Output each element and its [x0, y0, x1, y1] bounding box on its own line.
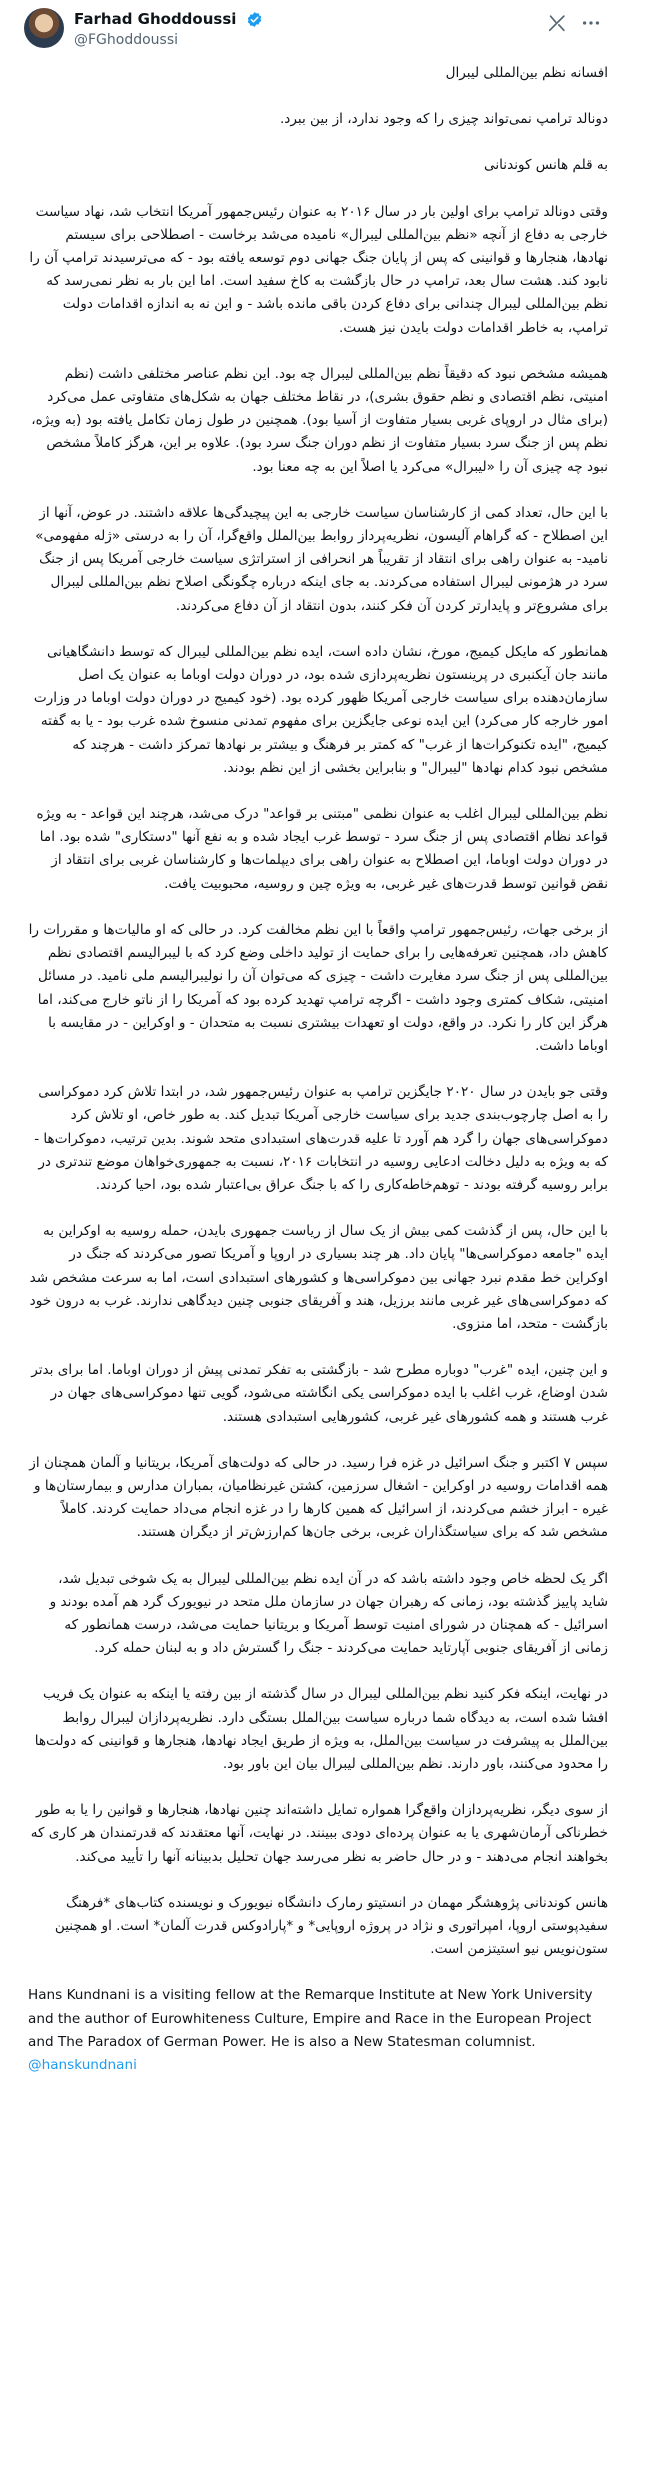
grok-icon[interactable]	[546, 12, 568, 34]
paragraph: از سوی دیگر، نظریه‌پردازان واقع‌گرا همواره تمایل داشته‌اند چنین نهادها، هنجارها و قوانین را یا به طور خطرناکی آرمان‌شهری یا به عنوان پرده‌ای دودی ببینند. در نهایت، آنها معتقدند که قدرتمندان هر کاری که بخواهند انجام می‌دهند - و در حال حاضر به نظر می‌رسد جهان تحلیل بدبینانه آنها را تأیید می‌کند.	[30, 1802, 608, 1865]
paragraph: با این حال، پس از گذشت کمی بیش از یک سال از ریاست جمهوری بایدن، حمله روسیه به اوکراین به ایده "جامعه دموکراسی‌ها" پایان داد. هر چند بسیاری در اروپا و آمریکا تصور می‌کردند که جنگ در اوکراین خط مقدم نبرد جهانی بین دموکراسی‌ها و کشورهای استبدادی است، اما به سرعت مشخص شد که دموکراسی‌های غیر غربی مانند برزیل، هند و آفریقای جنوبی چنین دیدگاهی ندارند. غرب به درون خود بازگشت - متحد، اما منزوی.	[29, 1223, 608, 1332]
article-byline: به قلم هانس کوندنانی	[484, 157, 608, 174]
post-header	[0, 0, 657, 60]
author-info	[74, 9, 263, 50]
paragraph: سپس ۷ اکتبر و جنگ اسرائیل در غزه فرا رسید. در حالی که دولت‌های آمریکا، بریتانیا و آلمان همچنان از همه اقدامات روسیه در اوکراین - اشغال سرزمین، کشتن غیرنظامیان، بمباران مدارس و بیمارستان‌ها و غیره - ابراز خشم می‌کردند، از اسرائیل که همین کارها را در غزه انجام می‌داد حمایت کردند. کاملاً مشخص شد که برای سیاستگذاران غربی، برخی جان‌ها کم‌ارزش‌تر از دیگران هستند.	[29, 1454, 608, 1541]
author-handle[interactable]: @FGhoddoussi	[74, 32, 179, 48]
article-quote: دونالد ترامپ نمی‌تواند چیزی را که وجود ندارد، از بین ببرد.	[279, 111, 608, 128]
paragraph: و این چنین، ایده "غرب" دوباره مطرح شد - بازگشتی به تفکر تمدنی پیش از دوران اوباما. اما برای بدتر شدن اوضاع، غرب اغلب با ایده دموکراسی یکی انگاشته می‌شود، گویی تنها دموکراسی‌های جهان در غرب هستند و همه کشورهای غیر غربی، کشورهایی استبدادی هستند.	[31, 1362, 608, 1425]
author-bio-english	[28, 1984, 608, 2077]
author-bio-english-text: Hans Kundnani is a visiting fellow at the Remarque Institute at New York University and the author of Eurowhiteness Culture, Empire and Race in the European Project and The Paradox of German Power. He is also a New Statesman columnist.	[28, 1987, 593, 2050]
paragraph: همیشه مشخص نبود که دقیقاً نظم بین‌المللی لیبرال چه بود. این نظم عناصر مختلفی داشت (نظم امنیتی، نظم اقتصادی و نظم حقوق بشری)، در نقاط مختلف جهان به شکل‌های متفاوتی عمل می‌کرد (برای مثال در اروپای غربی بسیار متفاوت از آسیا بود). همچنین در طول زمان تکامل یافته بود (به ویژه، نظم پس از جنگ سرد بسیار متفاوت از نظم دوران جنگ سرد بود). علاوه بر این، هرگز کاملاً مشخص نبود چه چیزی آن را «لیبرال» می‌کرد یا اصلاً این به چه معنا بود.	[31, 365, 608, 475]
paragraph: با این حال، تعداد کمی از کارشناسان سیاست خارجی به این پیچیدگی‌ها علاقه داشتند. در عوض، آنها از این اصطلاح - که گراهام آلیسون، نظریه‌پرداز روابط بین‌الملل واقع‌گرا، آن را به درستی «ژله مفهومی» نامید- به عنوان راهی برای انتقاد از تقریباً هر انحرافی از استراتژی سیاست خارجی آمریکا پس از جنگ سرد در هژمونی لیبرال استفاده می‌کردند. به جای اینکه درباره چگونگی اصلاح نظم بین‌المللی لیبرال برای مشروع‌تر و پایدارتر کردن آن فکر کنند، بدون انتقاد از آن دفاع می‌کردند.	[35, 504, 608, 614]
article-title: افسانه نظم بین‌المللی لیبرال	[445, 65, 608, 81]
avatar[interactable]	[24, 8, 64, 48]
paragraph: وقتی دونالد ترامپ برای اولین بار در سال ۲۰۱۶ به عنوان رئیس‌جمهور آمریکا انتخاب شد، نهاد سیاست خارجی به دفاع از آنچه «نظم بین‌المللی لیبرال» نامیده می‌شد برخاست - اصطلاحی برای سیستم نهادها، هنجارها و قوانینی که پس از پایان جنگ جهانی دوم توسعه یافته بود - که می‌ترسیدند ترامپ آن را نابود کند. هشت سال بعد، ترامپ در حال بازگشت به کاخ سفید است. اما این بار به نظر نمی‌رسد که نظم بین‌المللی لیبرال چندانی برای دفاع کردن باقی مانده باشد - و این نه به اندازه اقدامات دولت ترامپ، به خاطر اقدامات دولت بایدن نیز هست.	[29, 203, 608, 336]
paragraph: همانطور که مایکل کیمیج، مورخ، نشان داده است، ایده نظم بین‌المللی لیبرال که توسط دانشگاهیانی مانند جان آیکنبری در پرینستون نظریه‌پردازی شده بود، در دوران دولت اوباما به عنوان یک اصل سازمان‌دهنده برای سیاست خارجی آمریکا ظهور کرده بود. (خود کیمیج در دوران دولت اوباما در وزارت امور خارجه کار می‌کرد) این ایده نوعی جایگزین برای مفهوم تمدنی منسوخ شده غرب بود - یا به گفته کیمیج، "ایده تکنوکرات‌ها از غرب" که کمتر بر فرهنگ و بیشتر بر نهادها تمرکز داشت - هرچند که مشخص نبود کدام نهادها "لیبرال" و بنابراین بخشی از این نظم بودند.	[33, 643, 608, 776]
paragraph: اگر یک لحظه خاص وجود داشته باشد که در آن ایده نظم بین‌المللی لیبرال به یک شوخی تبدیل شد، شاید پاییز گذشته بود، زمانی که رهبران جهان در سازمان ملل متحد در نیویورک گرد هم آمده بودند و اسرائیل - که همچنان در شورای امنیت توسط آمریکا و بریتانیا حمایت می‌شد، درست همانطور که زمانی از آفریقای جنوبی آپارتاید حمایت می‌کردند - جنگ را گسترش داد و به لبنان حمله کرد.	[49, 1570, 608, 1657]
author-bio-persian: هانس کوندنانی پژوهشگر مهمان در انستیتو رمارک دانشگاه نیویورک و نویسنده کتاب‌های *فرهنگ سفیدپوستی اروپا، امپراتوری و نژاد در پروژه اروپایی* و *پارادوکس قدرت آلمان* است. او همچنین ستون‌نویس نیو استیتزمن است.	[54, 1894, 608, 1958]
paragraph: نظم بین‌المللی لیبرال اغلب به عنوان نظمی "مبتنی بر قواعد" درک می‌شد، هرچند این قواعد - به ویژه قواعد نظام اقتصادی پس از جنگ سرد - توسط غرب ایجاد شده و به نفع آنها "دستکاری" شده بود. اما در دوران دولت اوباما، این اصطلاح به عنوان راهی برای دیپلمات‌ها و کارشناسان غربی برای انتقاد از نقض قوانین توسط قدرت‌های غیر غربی، به ویژه چین و روسیه، محبوبیت یافت.	[36, 806, 608, 892]
paragraph: وقتی جو بایدن در سال ۲۰۲۰ جایگزین ترامپ به عنوان رئیس‌جمهور شد، در ابتدا تلاش کرد دموکراسی را به اصل چارچوب‌بندی جدید برای سیاست خارجی آمریکا تبدیل کند. به طور خاص، او تلاش کرد دموکراسی‌های جهان را گرد هم آورد تا علیه قدرت‌های استبدادی متحد شوند. بدین ترتیب، دموکرات‌ها - که به ویژه به دلیل دخالت ادعایی روسیه در انتخابات ۲۰۱۶، نسبت به جمهوری‌خواهان موضع تندتری در برابر روسیه گرفته بودند - توهم‌خاطه‌کاری را که با جنگ عراق بی‌اعتبار شده بود، احیا کردند.	[34, 1084, 608, 1193]
paragraph: در نهایت، اینکه فکر کنید نظم بین‌المللی لیبرال در سال گذشته از بین رفته یا اینکه به عنوان یک فریب افشا شده است، به دیدگاه شما درباره سیاست بین‌الملل بستگی دارد. نظریه‌پردازان لیبرال روابط بین‌الملل به پیشرفت در سیاست بین‌الملل، به ویژه از طریق ایجاد نهادها، هنجارها و قوانینی که دولت‌ها را محدود می‌کنند، باور دارند. نظم بین‌المللی لیبرال بیان این باور بود.	[34, 1686, 608, 1772]
author-mention-link[interactable]: @hanskundnani	[28, 2057, 137, 2074]
author-name[interactable]: Farhad Ghoddoussi	[74, 10, 237, 28]
post-body	[28, 62, 608, 2077]
paragraph: از برخی جهات، رئیس‌جمهور ترامپ واقعاً با این نظم مخالفت کرد. در حالی که او مالیات‌ها و مقررات را کاهش داد، همچنین تعرفه‌هایی را برای حمایت از تولید داخلی وضع کرد که با لیبرالیسم اقتصادی نظم بین‌المللی پس از جنگ سرد مغایرت داشت - چیزی که می‌توان آن را نولیبرالیسم ملی نامید. در مسائل امنیتی، شکاف کمتری وجود داشت - اگرچه ترامپ تهدید کرده بود که آمریکا را از ناتو خارج می‌کند، اما هرگز این کار را نکرد. در واقع، دولت او تعهدات بیشتری نسبت به متحدان - و اوکراین - در مقایسه با اوباما داشت.	[28, 921, 608, 1054]
verified-badge-icon	[246, 11, 263, 28]
more-options-icon[interactable]	[580, 14, 602, 32]
